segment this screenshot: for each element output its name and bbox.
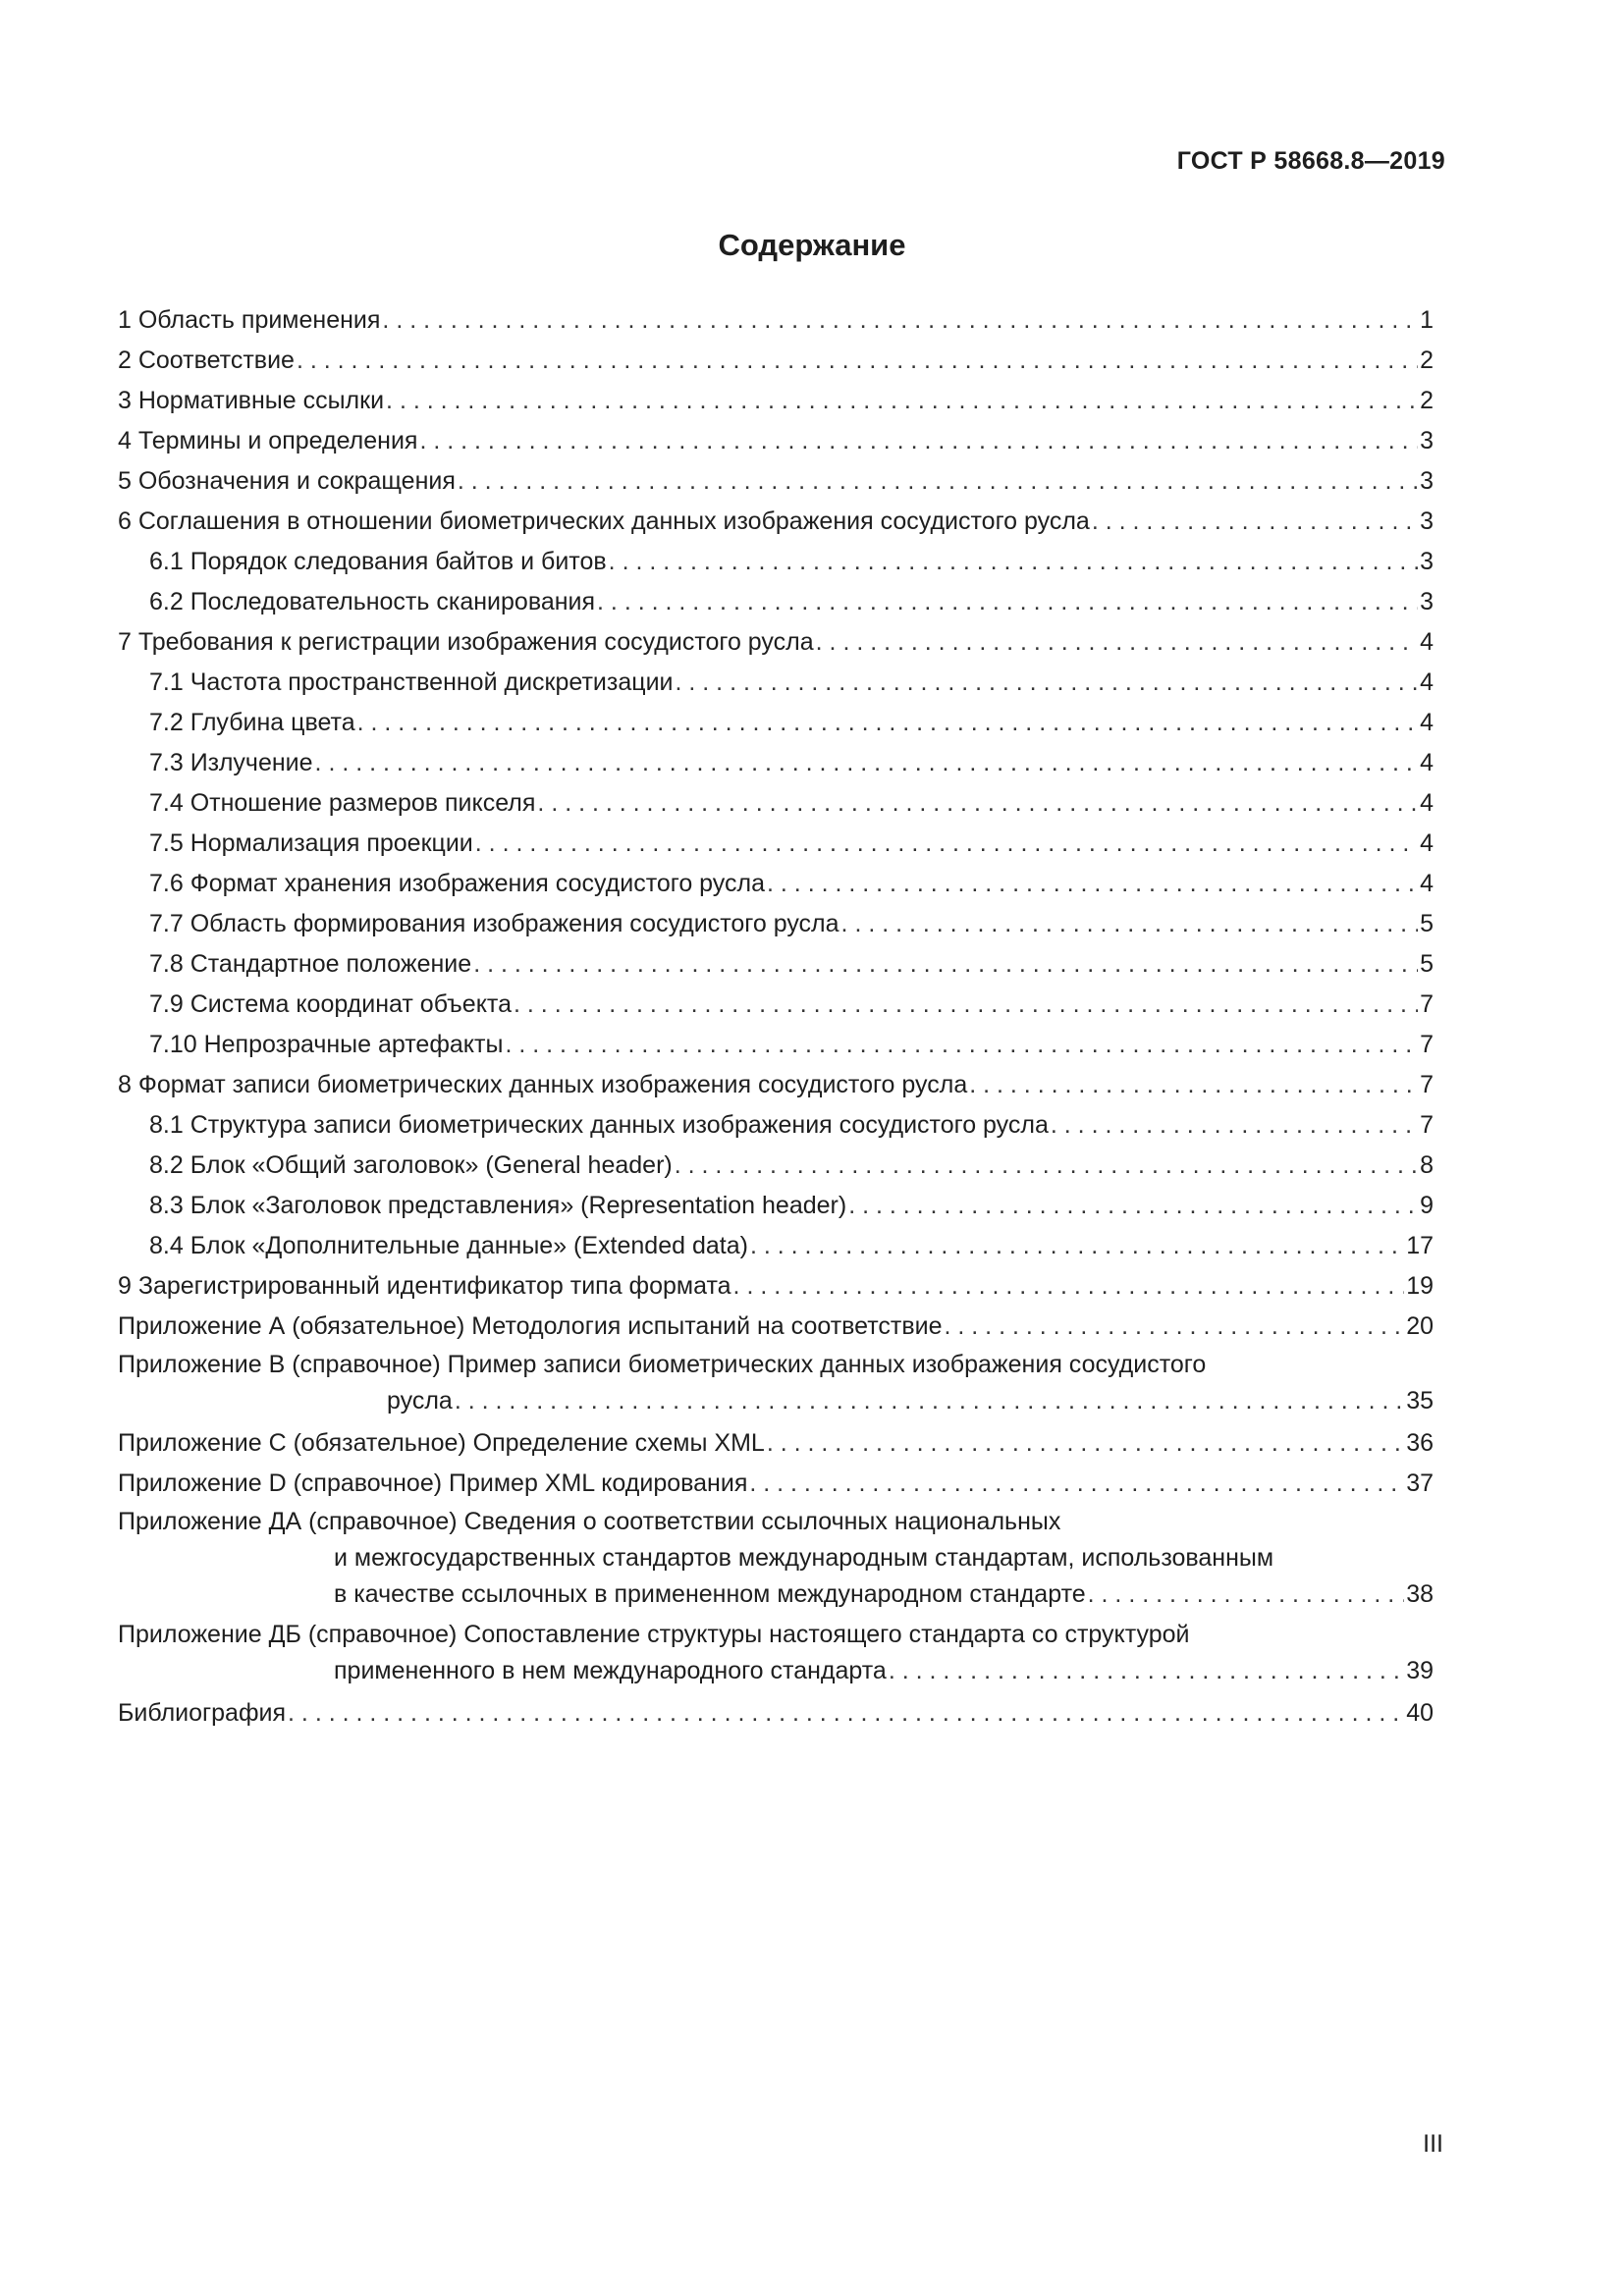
toc-entry-6-2[interactable]: 6.2 Последовательность сканирования . . . 3	[118, 582, 1434, 622]
toc-entry-7-1[interactable]: 7.1 Частота пространственной дискретизации . . . 4	[118, 663, 1434, 703]
toc-entry-3[interactable]: 3 Нормативные ссылки . . . 2	[118, 381, 1434, 421]
page-number: III	[1423, 2130, 1443, 2158]
toc-entry-6[interactable]: 6 Соглашения в отношении биометрических данных изображения сосудистого русла . . . 3	[118, 502, 1434, 542]
toc-entry-8-1[interactable]: 8.1 Структура записи биометрических данных изображения сосудистого русла . . . 7	[118, 1105, 1434, 1146]
toc-entry-7[interactable]: 7 Требования к регистрации изображения сосудистого русла . . . 4	[118, 622, 1434, 663]
standard-designation: ГОСТ Р 58668.8—2019	[1176, 147, 1445, 175]
table-of-contents	[118, 300, 1434, 1734]
toc-entry-appendix-c[interactable]: Приложение С (обязательное) Определение схемы XML . . . 36	[118, 1423, 1434, 1464]
toc-entry-2[interactable]: 2 Соответствие . . . 2	[118, 341, 1434, 381]
toc-entry-7-9[interactable]: 7.9 Система координат объекта . . . 7	[118, 985, 1434, 1025]
toc-entry-7-5[interactable]: 7.5 Нормализация проекции . . . 4	[118, 824, 1434, 864]
toc-entry-1[interactable]: 1 Область применения . . . 1	[118, 300, 1434, 341]
toc-entry-6-1[interactable]: 6.1 Порядок следования байтов и битов . . . 3	[118, 542, 1434, 582]
toc-entry-appendix-db[interactable]: Приложение ДБ (справочное) Сопоставление структуры настоящего стандарта со структурой примененного в нем международного стандарта . . . 39	[118, 1617, 1434, 1689]
toc-entry-8-4[interactable]: 8.4 Блок «Дополнительные данные» (Extended data) . . . 17	[118, 1226, 1434, 1266]
toc-entry-5[interactable]: 5 Обозначения и сокращения . . . 3	[118, 461, 1434, 502]
toc-entry-bibliography[interactable]: Библиография . . . 40	[118, 1693, 1434, 1734]
toc-entry-7-3[interactable]: 7.3 Излучение . . . 4	[118, 743, 1434, 783]
page-title: Содержание	[718, 228, 906, 262]
toc-entry-7-4[interactable]: 7.4 Отношение размеров пикселя . . . 4	[118, 783, 1434, 824]
toc-entry-8[interactable]: 8 Формат записи биометрических данных изображения сосудистого русла . . . 7	[118, 1065, 1434, 1105]
toc-entry-7-7[interactable]: 7.7 Область формирования изображения сосудистого русла . . . 5	[118, 904, 1434, 944]
toc-entry-7-8[interactable]: 7.8 Стандартное положение . . . 5	[118, 944, 1434, 985]
toc-entry-7-10[interactable]: 7.10 Непрозрачные артефакты . . . 7	[118, 1025, 1434, 1065]
toc-entry-4[interactable]: 4 Термины и определения . . . 3	[118, 421, 1434, 461]
toc-entry-7-6[interactable]: 7.6 Формат хранения изображения сосудистого русла . . . 4	[118, 864, 1434, 904]
toc-entry-appendix-b[interactable]: Приложение В (справочное) Пример записи биометрических данных изображения сосудистого русла . . . 35	[118, 1347, 1434, 1419]
toc-entry-appendix-d[interactable]: Приложение D (справочное) Пример XML кодирования . . . 37	[118, 1464, 1434, 1504]
toc-entry-9[interactable]: 9 Зарегистрированный идентификатор типа формата . . . 19	[118, 1266, 1434, 1307]
toc-entry-appendix-da[interactable]: Приложение ДА (справочное) Сведения о соответствии ссылочных национальных и межгосударственных стандартов международным стандартам, использованным в качестве ссылочных в примененном международном стандарте . . . 38	[118, 1504, 1434, 1613]
toc-entry-7-2[interactable]: 7.2 Глубина цвета . . . 4	[118, 703, 1434, 743]
toc-entry-8-3[interactable]: 8.3 Блок «Заголовок представления» (Representation header) . . . 9	[118, 1186, 1434, 1226]
toc-entry-appendix-a[interactable]: Приложение А (обязательное) Методология испытаний на соответствие . . . 20	[118, 1307, 1434, 1347]
toc-entry-8-2[interactable]: 8.2 Блок «Общий заголовок» (General header) . . . 8	[118, 1146, 1434, 1186]
